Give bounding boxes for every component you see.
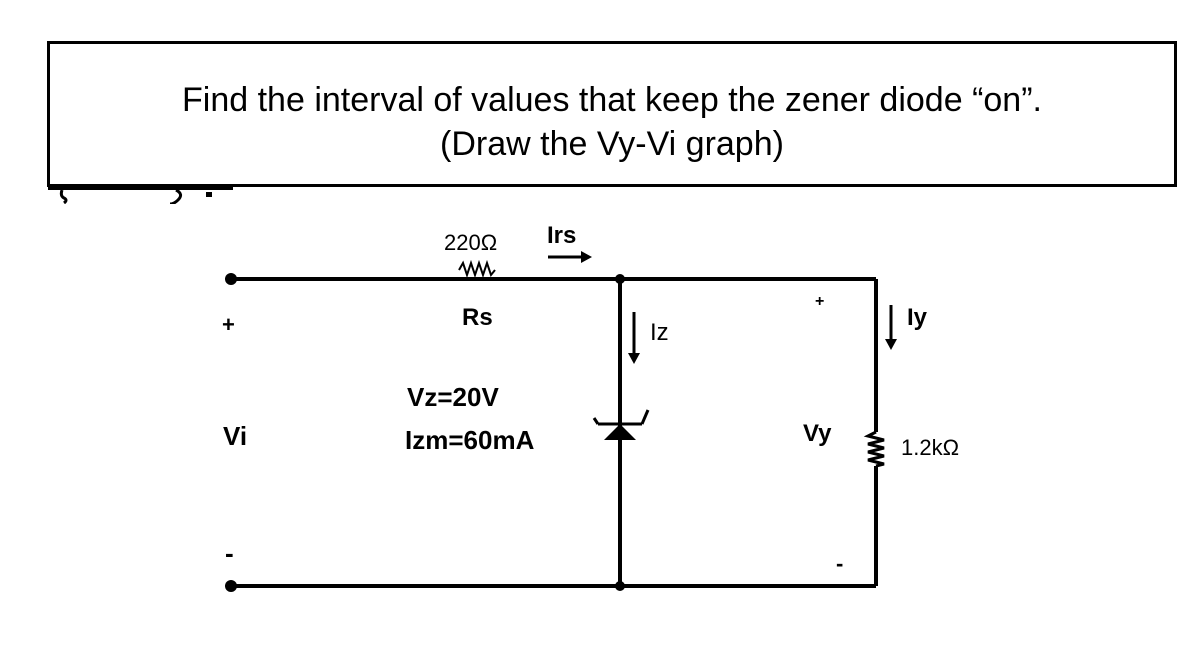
- iz-arrow-icon: [628, 312, 640, 364]
- clipped-text-fragment: [48, 186, 233, 204]
- circuit-wires: [232, 279, 876, 586]
- output-plus-sign: +: [815, 293, 825, 310]
- input-voltage-label: Vi: [223, 421, 248, 451]
- input-terminal-top: [225, 273, 237, 285]
- question-text-line2: (Draw the Vy-Vi graph): [440, 125, 784, 163]
- junction-node-bottom: [615, 581, 625, 591]
- output-minus-sign: -: [836, 551, 844, 576]
- rs-value-label: 220Ω: [444, 230, 498, 255]
- zener-max-current-label: Izm=60mA: [405, 425, 535, 455]
- question-text-line1: Find the interval of values that keep the zener diode “on”.: [182, 81, 1042, 119]
- load-value-label: 1.2kΩ: [901, 435, 960, 460]
- irs-label: Irs: [547, 222, 577, 249]
- load-resistor-symbol: [868, 432, 884, 466]
- input-terminal-bottom: [225, 580, 237, 592]
- rs-resistor-symbol: [459, 263, 495, 275]
- output-voltage-label: Vy: [803, 420, 832, 447]
- irs-arrow-icon: [548, 251, 592, 263]
- iy-label: Iy: [907, 304, 928, 331]
- question-box: [47, 41, 1177, 187]
- iy-arrow-icon: [885, 305, 897, 350]
- input-plus-sign: +: [222, 312, 235, 337]
- zener-voltage-label: Vz=20V: [407, 382, 499, 412]
- rs-name-label: Rs: [462, 304, 493, 331]
- junction-node-top: [615, 274, 625, 284]
- iz-label: Iz: [650, 319, 669, 346]
- input-minus-sign: -: [225, 538, 234, 568]
